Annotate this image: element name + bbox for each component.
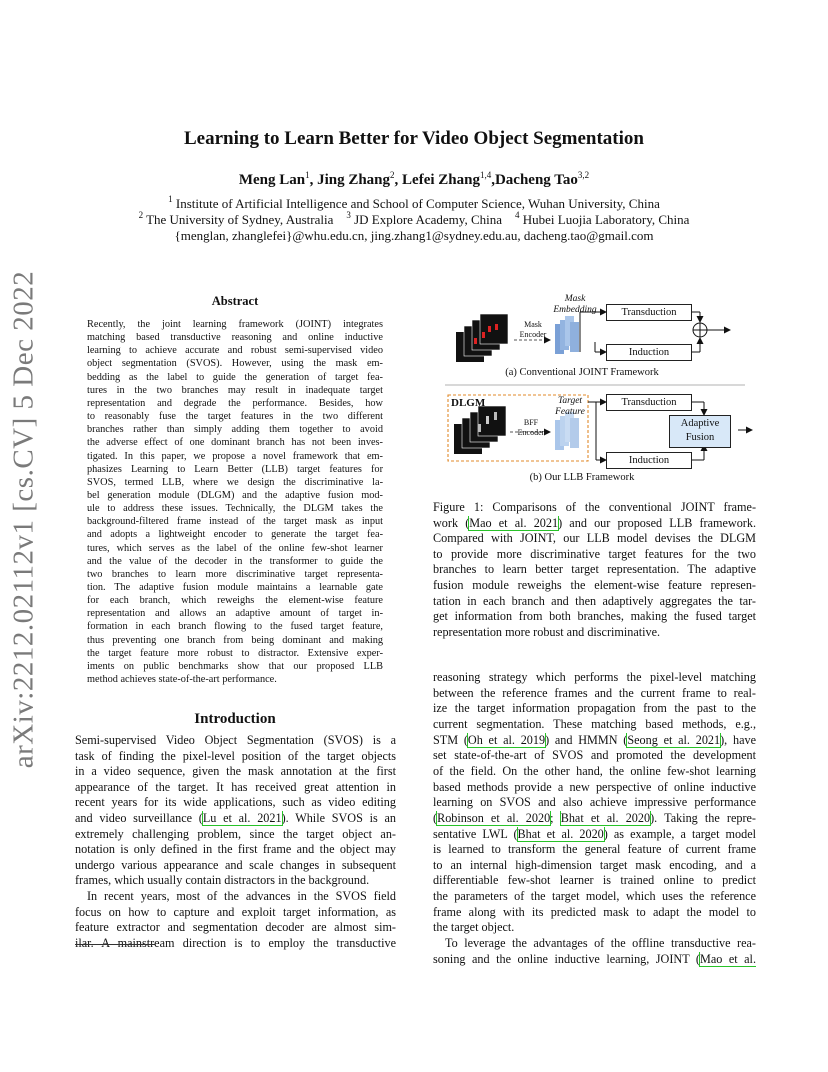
- abstract-line: bedding as the label to guide the generation of target fea-: [87, 371, 383, 383]
- text-run: undergo various appearance and scale changes in subsequent: [75, 857, 396, 872]
- abstract-line: ule to address these issues. Technically, the DLGM takes the: [87, 503, 383, 515]
- abstract-line: the target feature more robust to distractor. Extensive exper-: [87, 647, 383, 659]
- body-text-line: [75, 811, 396, 827]
- abstract-line: tures, which serves as the label of the online few-shot learner: [87, 542, 383, 554]
- abstract-heading: Abstract: [211, 294, 259, 308]
- text-run: ilar. A mainstream direction is to employ the transductive: [75, 935, 396, 950]
- affiliation-text: The University of Sydney, Australia: [146, 212, 334, 227]
- text-run: STM (: [433, 732, 468, 747]
- transduction-box-b: Transduction: [606, 394, 692, 411]
- figure-caption-line: [433, 625, 756, 641]
- text-run: notation is only defined in the first frame and the object may: [75, 842, 396, 857]
- citation-link[interactable]: Bhat et al. 2020: [517, 826, 604, 841]
- text-run: appearance of the target. It has received great attention in: [75, 779, 396, 794]
- abstract-line: iments on public benchmarks show that our proposed LLB: [87, 660, 383, 672]
- affil-mark: 2: [138, 210, 144, 220]
- text-run: soning and the online inductive learning, JOINT (: [433, 951, 700, 966]
- body-text-line: [445, 936, 756, 952]
- figure-caption-line: [433, 547, 756, 563]
- figure-caption-line: [433, 516, 756, 532]
- author-affil-mark: 1: [305, 170, 310, 180]
- author-name: Jing Zhang: [317, 172, 391, 188]
- figure-diagram: [440, 292, 760, 502]
- body-text-line: [433, 811, 756, 827]
- body-text-line: [433, 920, 756, 936]
- text-run: work (: [433, 515, 470, 530]
- text-run: (: [433, 810, 438, 825]
- citation-link[interactable]: Robinson et al. 2020: [437, 810, 551, 825]
- abstract-line: branches rather than simply adding them together to avoid: [87, 424, 383, 436]
- body-text-line: [433, 795, 756, 811]
- author-list: Meng Lan$^1$, Jing Zhang$^2$, Lefei Zhang$^{1,4}$,Dacheng Tao$^{3,2}$: [238, 170, 590, 188]
- text-run: get information from both branches, making the fused target: [433, 609, 756, 624]
- dlgm-label: DLGM: [451, 397, 486, 409]
- text-run: reasoning strategy which performs the pixel-level matching: [433, 670, 756, 684]
- text-run: ). Taking the repre-: [650, 810, 756, 825]
- body-text-line: [433, 701, 756, 717]
- body-text-line: [433, 873, 756, 889]
- text-run: ) as example, a target model: [603, 826, 756, 841]
- body-text-line: [75, 858, 396, 874]
- citation-link[interactable]: Lu et al. 2021: [202, 811, 282, 825]
- text-run: ;: [550, 810, 561, 825]
- video-frames-a: [456, 314, 508, 362]
- body-text-line: [75, 842, 396, 858]
- author-affil-mark: 3,2: [577, 170, 590, 180]
- abstract-line: object segmentation (SVOS). However, using the mask em-: [87, 358, 383, 370]
- abstract-line: Recently, the joint learning framework (JOINT) integrates: [87, 319, 383, 330]
- mask-embedding-label: Mask Embedding: [553, 294, 597, 315]
- text-run: Figure 1: Comparisons of the conventional JOINT frame-: [433, 500, 756, 514]
- body-text-line: [75, 905, 396, 921]
- figure-caption-line: [433, 609, 756, 625]
- text-run: frames, which usually contain distractors in the background.: [75, 873, 370, 888]
- footnote-rule: [75, 944, 155, 945]
- affil-mark: 3: [346, 210, 351, 220]
- author-name: Meng Lan: [238, 172, 306, 188]
- body-text-line: [433, 780, 756, 796]
- body-text-line: [75, 764, 396, 780]
- body-text-line: [433, 670, 756, 686]
- text-run: task of finding the pixel-level position of the target objects: [75, 748, 396, 763]
- body-text-line: [433, 858, 756, 874]
- body-text-line: [75, 827, 396, 843]
- adaptive-fusion-box: Adaptive Fusion: [669, 415, 731, 448]
- text-run: feature extractor and segmentation decoder are almost sim-: [75, 920, 396, 935]
- author-name: Lefei Zhang: [402, 172, 480, 188]
- body-text-line: [75, 920, 396, 936]
- author-affil-mark: 1,4: [479, 170, 492, 180]
- abstract-line: the adverse effect of one dominant branch has not been inves-: [87, 437, 383, 449]
- bff-encoder-label: BFF Encoder: [517, 418, 545, 437]
- text-run: to an internal high-dimension target mask encoding, and a: [433, 857, 756, 872]
- transduction-box-a: Transduction: [606, 304, 692, 321]
- body-text-line: [433, 717, 756, 733]
- text-run: branches to learn better target representation. The adaptive: [433, 562, 756, 577]
- figure-caption-line: [433, 531, 756, 547]
- abstract-line: thus preventing one branch from being dominant and making: [87, 634, 383, 646]
- affiliation-text: Hubei Luojia Laboratory, China: [522, 212, 690, 227]
- text-run: extremely challenging problem, since the target object an-: [75, 826, 396, 841]
- text-run: differentiable few-shot learner is trained online to predict: [433, 873, 756, 888]
- citation-link[interactable]: Mao et al. 2021: [469, 515, 559, 530]
- abstract-line: learning to achieve accurate and robust semi-supervised video: [87, 345, 383, 357]
- paper-title: Learning to Learn Better for Video Object Segmentation: [184, 128, 644, 149]
- text-run: Compared with JOINT, our LLB model devises the DLGM: [433, 531, 756, 546]
- text-run: between the reference frames and the current frame to real-: [433, 685, 756, 700]
- text-run: frame along with its predicted mask to adapt the model to: [433, 904, 756, 919]
- text-run: and video surveillance (: [75, 811, 203, 825]
- affiliation-line: [0, 196, 828, 212]
- body-text-line: [433, 686, 756, 702]
- abstract-line: for each branch, which reweighs the element-wise feature: [87, 595, 383, 607]
- abstract-line: bel generation module (DLGM) and the adaptive fusion mod-: [87, 489, 383, 501]
- body-text-line: [433, 905, 756, 921]
- author-affil-mark: 2: [390, 170, 395, 180]
- text-run: representation more robust and discriminative.: [433, 624, 661, 639]
- body-text-line: [87, 889, 396, 905]
- body-text-line: [433, 733, 756, 749]
- body-text-line: [433, 842, 756, 858]
- text-run: ), have: [720, 732, 756, 747]
- text-run: is learned to transform the general feature of current frame: [433, 842, 756, 857]
- affiliation-text: JD Explore Academy, China: [354, 212, 502, 227]
- abstract-line: tures in the two branches may result in inadequate target: [87, 384, 383, 396]
- abstract-line: phasizes Learning to Learn Better (LLB) target features for: [87, 463, 383, 475]
- body-text-line: [433, 889, 756, 905]
- text-run: ) and HMMN (: [545, 732, 628, 747]
- body-text-line: [75, 749, 396, 765]
- abstract-line: representation and degrade the performance. Besides, how: [87, 397, 383, 409]
- affiliation-line: [0, 212, 828, 228]
- affil-mark: 1: [168, 194, 173, 204]
- text-run: focus on how to capture and exploit target information, as: [75, 904, 396, 919]
- text-run: ) and our proposed LLB framework.: [558, 515, 756, 530]
- encoder-blocks-a: [555, 316, 579, 354]
- affiliation-text: Institute of Artificial Intelligence and School of Computer Science, Wuhan University, China: [175, 196, 660, 211]
- text-run: sentative LWL (: [433, 826, 518, 841]
- abstract-line: formation in each branch flowing to the fused target feature,: [87, 621, 383, 633]
- abstract-line: SVOS, termed LLB, where we design the discriminative la-: [87, 476, 383, 488]
- body-text-line: [75, 780, 396, 796]
- text-run: tation in each branch and then adaptively aggregates the tar-: [433, 593, 756, 608]
- abstract-line: two branches to learn more discriminative target representa-: [87, 568, 383, 580]
- text-run: fusion module reweighs the element-wise feature represen-: [433, 578, 756, 592]
- abstract-line: and the value of the decoder in the transformer to guide the: [87, 555, 383, 567]
- induction-box-a: Induction: [606, 344, 692, 361]
- text-run: the target object.: [433, 920, 515, 935]
- body-text-line: [75, 795, 396, 811]
- text-run: of the field. On the other hand, the online few-shot learning: [433, 763, 756, 778]
- text-run: in a video sequence, given the mask annotation at the first: [75, 764, 396, 779]
- text-run: learning on SVOS and also achieve impressive performance: [433, 795, 756, 810]
- citation-link[interactable]: Oh et al. 2019: [467, 732, 546, 747]
- body-text-line: [433, 764, 756, 780]
- figure-subcaption-b: (b) Our LLB Framework: [529, 472, 635, 483]
- figure-caption-line: [433, 578, 756, 594]
- body-text-line: [433, 827, 756, 843]
- abstract-line: tion. The adaptive fusion module maintains a learnable gate: [87, 582, 383, 593]
- abstract-line: method achieves state-of-the-art performance.: [87, 674, 277, 686]
- text-run: the parameters of the target model, which uses the reference: [433, 889, 756, 904]
- video-frames-b: [454, 406, 506, 454]
- text-run: In recent years, most of the advances in the SVOS field: [87, 889, 396, 903]
- abstract-line: to reasonably fuse the target features in the two different: [87, 411, 383, 423]
- abstract-line: background-filtered frame instead of the target mask as input: [87, 516, 383, 528]
- author-emails: {menglan, zhanglefei}@whu.edu.cn, jing.zhang1@sydney.edu.au, dacheng.tao@gmail.com: [174, 228, 654, 243]
- arxiv-side-label: arXiv:2212.02112v1 [cs.CV] 5 Dec 2022: [7, 270, 40, 769]
- text-run: current segmentation. These matching based methods, e.g.,: [433, 716, 756, 731]
- abstract-line: and adopts a lightweight encoder to generate the target fea-: [87, 529, 383, 541]
- affil-mark: 4: [515, 210, 520, 220]
- text-run: to provide more discriminative target features for the two: [433, 546, 756, 561]
- text-run: To leverage the advantages of the offline transductive rea-: [445, 936, 756, 951]
- induction-box-b: Induction: [606, 452, 692, 469]
- text-run: based methods provide a new perspective of online inductive: [433, 779, 756, 794]
- mask-encoder-label: Mask Encoder: [519, 320, 547, 339]
- body-text-line: [433, 748, 756, 764]
- text-run: set state-of-the-art of SVOS and promoted the development: [433, 748, 756, 763]
- section-heading-introduction: Introduction: [194, 711, 276, 727]
- citation-link[interactable]: Seong et al. 2021: [627, 732, 721, 747]
- figure-caption-line: [433, 562, 756, 578]
- text-run: recent years for its wide applications, such as video editing: [75, 795, 396, 810]
- body-text-line: [75, 733, 396, 749]
- abstract-line: matching based transductive reasoning and online inductive: [87, 332, 383, 344]
- figure-caption-line: [433, 594, 756, 610]
- figure-subcaption-a: (a) Conventional JOINT Framework: [505, 367, 659, 378]
- author-name: Dacheng Tao: [494, 172, 578, 188]
- figure-caption-line: [433, 500, 756, 516]
- citation-link[interactable]: Mao et al.: [700, 951, 756, 966]
- body-text-line: [75, 873, 396, 889]
- text-run: ). While SVOS is an: [281, 811, 396, 825]
- text-run: Semi-supervised Video Object Segmentation (SVOS) is a: [75, 733, 396, 747]
- body-text-line: [433, 952, 756, 968]
- target-feature-label: Target Feature: [555, 396, 585, 417]
- citation-link[interactable]: Bhat et al. 2020: [560, 810, 651, 825]
- text-run: ize the target information propagation from the past to the: [433, 701, 756, 716]
- abstract-line: representation and allows an adaptive amount of target in-: [87, 608, 383, 620]
- abstract-line: tigated. In this paper, we propose a novel framework that em-: [87, 450, 383, 462]
